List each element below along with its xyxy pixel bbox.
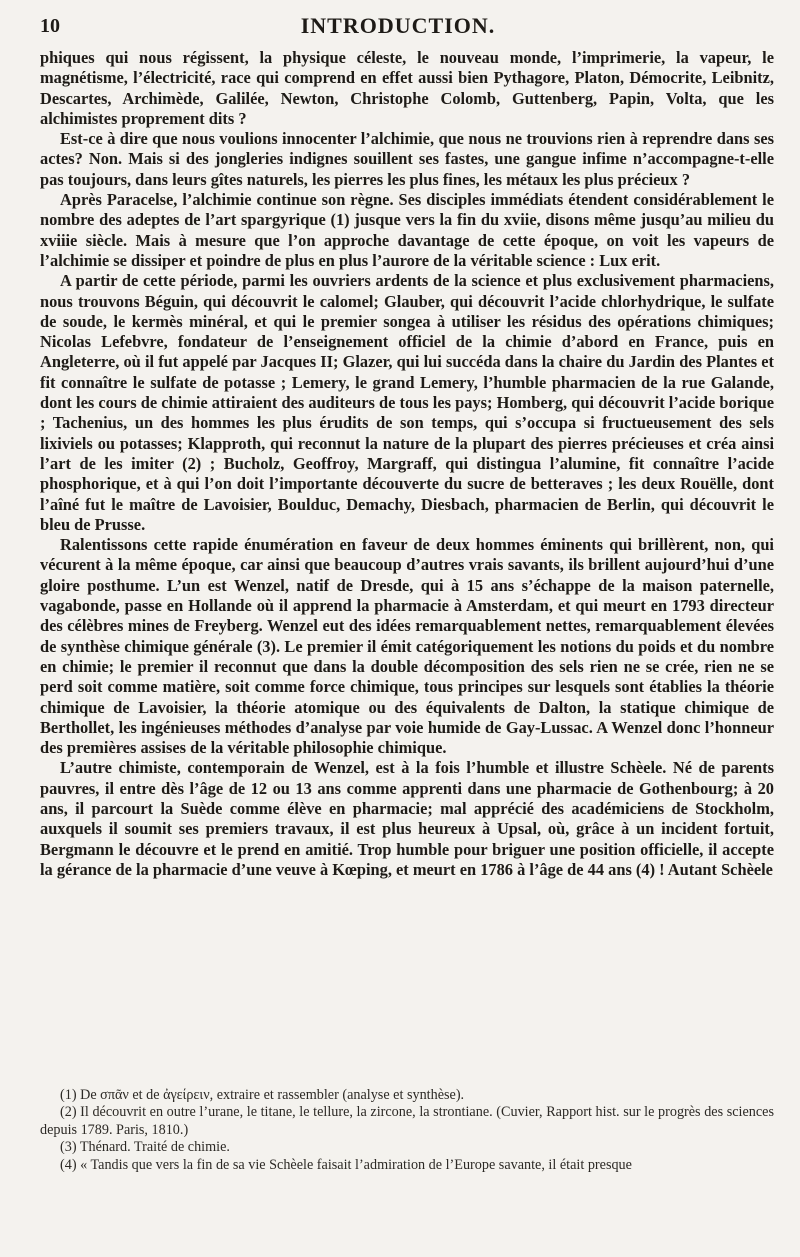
footnote: (1) De σπᾶν et de ἀγείρειν, extraire et rassembler (analyse et synthèse). xyxy=(60,1087,465,1103)
main-text xyxy=(40,48,774,880)
footnote: (3) Thénard. Traité de chimie. xyxy=(60,1139,230,1156)
paragraph: A partir de cette période, parmi les ouvriers ardents de la science et plus exclusivement pharmaciens, nous trouvons Béguin, qui découvrit le calomel; Glauber, qui découvrit l’acide chlorhydrique, le sulfate de soude, le kermès minéral, et qui le premier songea à utiliser les résidus des opérations chimiques; Nicolas Lefebvre, fondateur de l’enseignement officiel de la chimie d’abord en France, puis en Angleterre, où il fut appelé par Jacques II; Glazer, qui lui succéda dans la chaire du Jardin des Plantes et fit connaître le sulfate de potasse ; Lemery, le grand Lemery, l’humble pharmacien de la rue Galande, dont les cours de chimie attiraient des auditeurs de tous les pays; Homberg, qui découvrit l’acide borique ; Tachenius, un des hommes les plus érudits de son temps, qui s’occupa si fructueusement des sels lixiviels ou potasses; Klapproth, qui reconnut la nature de la plupart des pierres précieuses et créa ainsi l’art de les imiter (2) ; Bucholz, Geoffroy, Margraff, qui distingua l’alumine, fit connaître l’acide phosphorique, et à qui l’on doit l’importante découverte du sucre de betteraves ; les deux Rouëlle, dont l’aîné fut le maître de Lavoisier, Boulduc, Demachy, Diesbach, pharmacien de Berlin, qui découvrit le bleu de Prusse. xyxy=(40,271,774,534)
paragraph: Après Paracelse, l’alchimie continue son règne. Ses disciples immédiats étendent considérablement le nombre des adeptes de l’art spargyrique (1) jusque vers la fin du xviie, disons même jusqu’au milieu du xviiie siècle. Mais à mesure que l’on approche davantage de cette époque, on voit les vapeurs de l’alchimie se dissiper et poindre de plus en plus l’aurore de la véritable science : Lux erit. xyxy=(40,190,774,270)
footnotes xyxy=(40,1087,774,1174)
page-header xyxy=(40,8,756,44)
footnote: (2) Il découvrit en outre l’urane, le titane, le tellure, la zircone, la strontiane. (Cuvier, Rapport hist. sur le progrès des sciences depuis 1789. Paris, 1810.) xyxy=(40,1104,774,1138)
footnote: (4) « Tandis que vers la fin de sa vie Schèele faisait l’admiration de l’Europe savante, il était presque xyxy=(60,1156,632,1173)
paragraph: Est-ce à dire que nous voulions innocenter l’alchimie, que nous ne trouvions rien à reprendre dans ses actes? Non. Mais si des jongleries indignes souillent ses fastes, une gangue infime n’accompagne-t-elle pas toujours, dans leurs gîtes naturels, les pierres les plus fines, les métaux les plus précieux ? xyxy=(40,129,774,189)
running-head: INTRODUCTION. xyxy=(300,13,496,38)
paragraph: Ralentissons cette rapide énumération en faveur de deux hommes éminents qui brillèrent, non, qui vécurent à la même époque, car ainsi que beaucoup d’autres vrais savants, ils brillent aujourd’hui d’une gloire posthume. L’un est Wenzel, natif de Dresde, qui à 15 ans s’échappe de la maison paternelle, vagabonde, passe en Hollande où il apprend la pharmacie à Amsterdam, et qui meurt en 1793 directeur des célèbres mines de Freyberg. Wenzel eut des idées remarquablement nettes, remarquablement élevées de synthèse chimique générale (3). Le premier il émit catégoriquement les notions du poids et du nombre en chimie; le premier il reconnut que dans la double décomposition des sels rien ne se crée, rien ne se perd soit comme matière, soit comme force chimique, tous principes sur lesquels sont établies la théorie chimique de Lavoisier, la théorie atomique ou des équivalents de Dalton, la statique chimique de Berthollet, les ingénieuses méthodes d’analyse par voie humide de Gay-Lussac. A Wenzel donc l’honneur des premières assises de la véritable philosophie chimique. xyxy=(40,535,774,758)
page-number: 10 xyxy=(40,14,60,37)
paragraph: L’autre chimiste, contemporain de Wenzel, est à la fois l’humble et illustre Schèele. Né de parents pauvres, il entre dès l’âge de 12 ou 13 ans comme apprenti dans une pharmacie de Gothenbourg; à 20 ans, il parcourt la Suède comme élève en pharmacie; mal apprécié des académiciens de Stockholm, auxquels il soumit ses premiers travaux, il est plus heureux à Upsal, où, grâce à un incident fortuit, Bergmann le découvre et le prend en amitié. Trop humble pour briguer une position officielle, il accepte la gérance de la pharmacie d’une veuve à Kœping, et meurt en 1786 à l’âge de 44 ans (4) ! Autant Schèele xyxy=(40,758,774,879)
paragraph: phiques qui nous régissent, la physique céleste, le nouveau monde, l’imprimerie, la vapeur, le magnétisme, l’électricité, race qui comprend en effet aussi bien Pythagore, Platon, Démocrite, Leibnitz, Descartes, Archimède, Galilée, Newton, Christophe Colomb, Guttenberg, Papin, Volta, que les alchimistes proprement dits ? xyxy=(40,48,774,128)
